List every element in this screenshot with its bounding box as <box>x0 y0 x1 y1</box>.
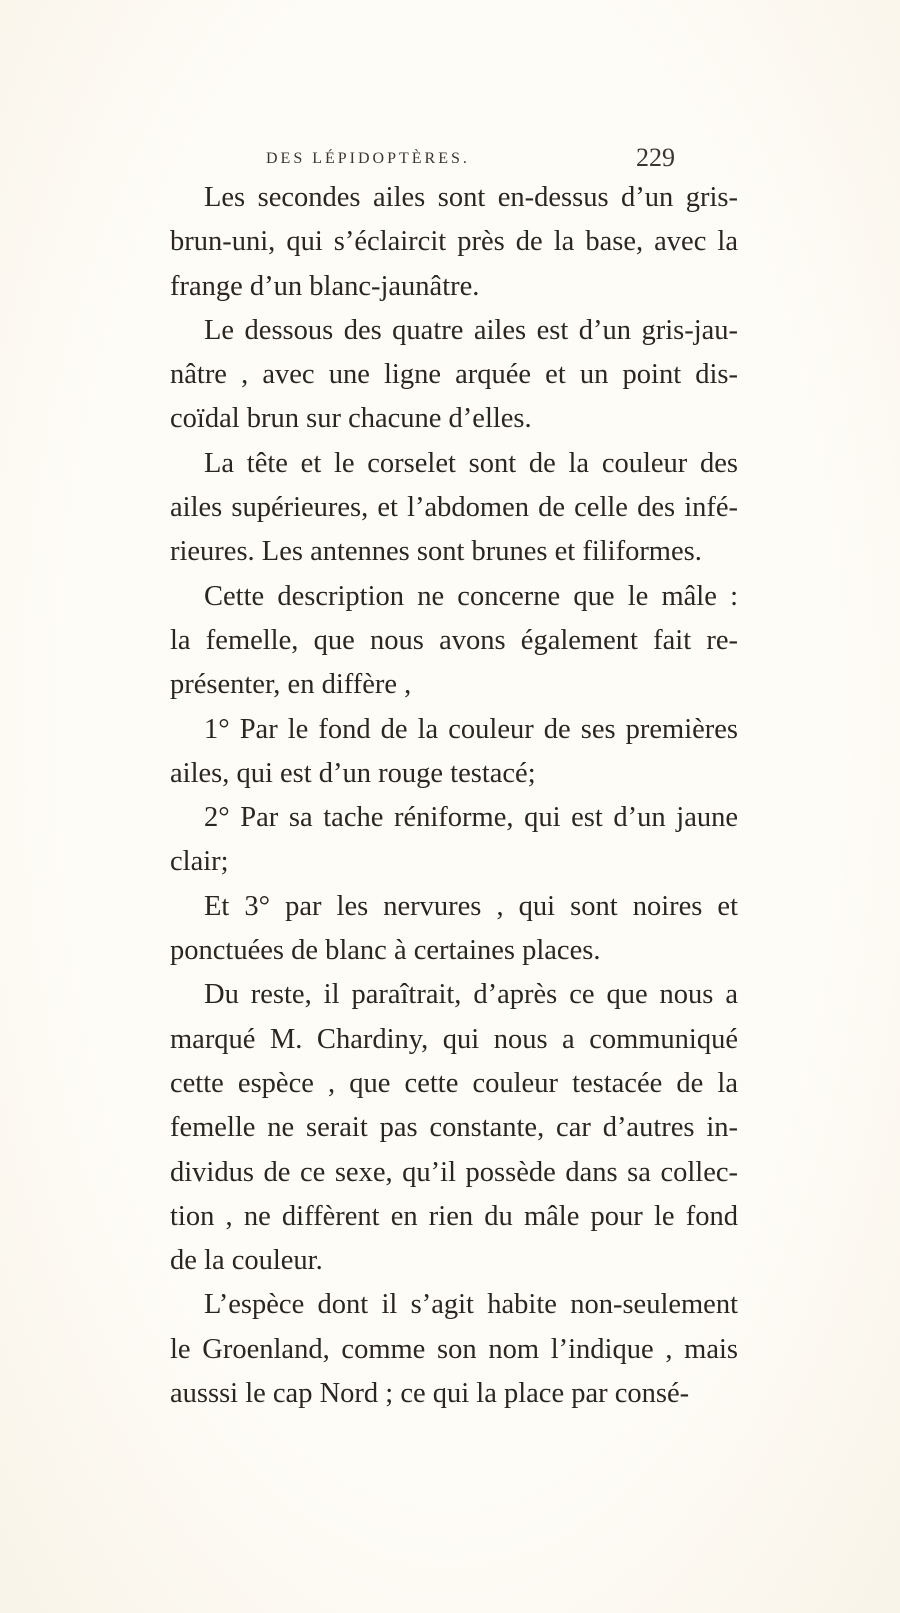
text-line: rieures. Les antennes sont brunes et filiformes. <box>170 536 702 568</box>
text-line: La tête et le corselet sont de la couleur des <box>204 447 738 479</box>
text-line: marqué M. Chardiny, qui nous a communiqué <box>170 1023 738 1055</box>
text-line: 2° Par sa tache réniforme, qui est d’un jaune <box>204 802 738 834</box>
paragraph <box>170 796 738 885</box>
paragraph <box>170 176 738 309</box>
text-line: clair; <box>170 846 229 878</box>
text-line: tion , ne diffèrent en rien du mâle pour le fond <box>170 1200 738 1232</box>
text-line: dividus de ce sexe, qu’il possède dans sa collec- <box>170 1156 738 1188</box>
text-line: ailes, qui est d’un rouge testacé; <box>170 757 536 789</box>
text-line: ailes supérieures, et l’abdomen de celle des infé- <box>170 492 738 524</box>
paragraph <box>170 309 738 442</box>
body-text <box>170 176 738 1416</box>
text-line: ponctuées de blanc à certaines places. <box>170 935 601 967</box>
paragraph <box>170 973 738 1283</box>
page-number: 229 <box>636 143 675 172</box>
paragraph <box>170 442 738 575</box>
text-line: la femelle, que nous avons également fait re- <box>170 624 738 656</box>
text-line: Cette description ne concerne que le mâle : <box>204 580 738 612</box>
paragraph <box>170 575 738 708</box>
text-line: 1° Par le fond de la couleur de ses premières <box>204 713 738 745</box>
running-head: DES LÉPIDOPTÈRES. <box>266 150 470 167</box>
text-line: Le dessous des quatre ailes est d’un gris-jau- <box>204 314 738 346</box>
text-line: le Groenland, comme son nom l’indique , mais <box>170 1333 738 1365</box>
text-line: brun-uni, qui s’éclaircit près de la base, avec la <box>170 226 738 258</box>
text-line: femelle ne serait pas constante, car d’autres in- <box>170 1112 738 1144</box>
text-line: nâtre , avec une ligne arquée et un point dis- <box>170 359 738 391</box>
text-line: Du reste, il paraîtrait, d’après ce que nous a <box>204 979 738 1011</box>
paragraph <box>170 885 738 974</box>
text-line: ausssi le cap Nord ; ce qui la place par consé- <box>170 1378 690 1410</box>
text-line: coïdal brun sur chacune d’elles. <box>170 403 532 435</box>
text-line: L’espèce dont il s’agit habite non-seulement <box>204 1289 738 1321</box>
paragraph <box>170 708 738 797</box>
text-line: de la couleur. <box>170 1245 323 1277</box>
text-line: cette espèce , que cette couleur testacée de la <box>170 1067 738 1099</box>
text-line: frange d’un blanc-jaunâtre. <box>170 270 480 302</box>
text-line: Et 3° par les nervures , qui sont noires et <box>204 890 738 922</box>
text-line: présenter, en diffère , <box>170 669 412 701</box>
paragraph <box>170 1283 738 1416</box>
text-line: Les secondes ailes sont en-dessus d’un gris- <box>204 182 738 213</box>
